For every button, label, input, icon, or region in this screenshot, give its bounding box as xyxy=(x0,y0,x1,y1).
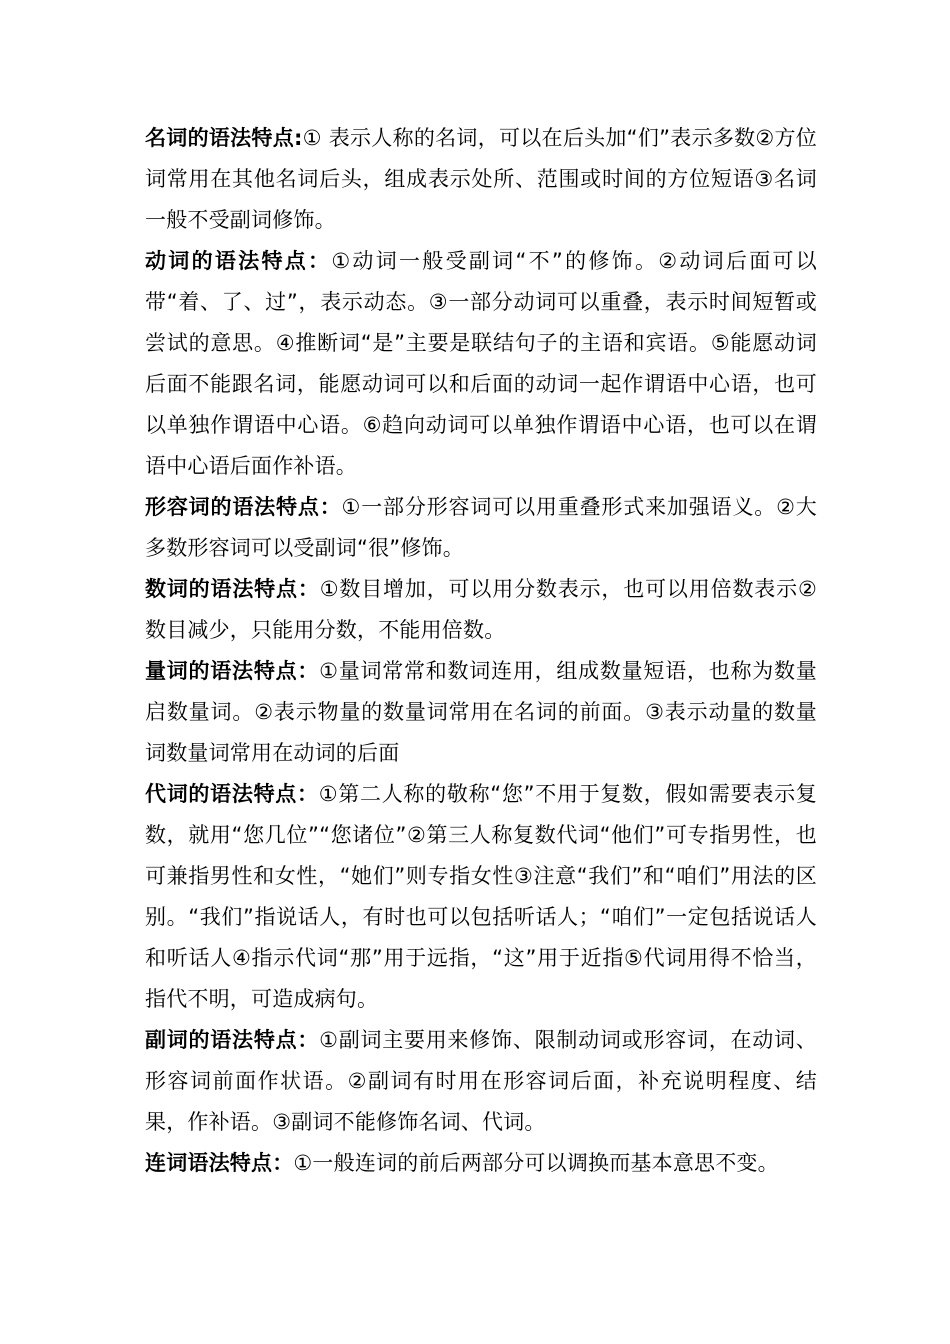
paragraph-heading: 副词的语法特点： xyxy=(145,1028,320,1052)
paragraph-heading: 连词语法特点： xyxy=(145,1151,294,1175)
paragraph-body: ①数目增加，可以用分数表示，也可以用倍数表示②数目减少，只能用分数，不能用倍数。 xyxy=(145,577,817,642)
paragraph-noun xyxy=(145,118,817,241)
paragraph-body: ①量词常常和数词连用，组成数量短语，也称为数量启数量词。②表示物量的数量词常用在名词的前面。③表示动量的数量词数量词常用在动词的后面 xyxy=(145,659,817,765)
paragraph-conjunction xyxy=(145,1143,817,1184)
paragraph-verb xyxy=(145,241,817,487)
paragraph-adjective xyxy=(145,487,817,569)
paragraph-heading: 形容词的语法特点： xyxy=(145,495,342,519)
paragraph-heading: 名词的语法特点 xyxy=(145,126,294,150)
paragraph-heading: 代词的语法特点： xyxy=(145,782,319,806)
paragraph-heading: 量词的语法特点： xyxy=(145,659,320,683)
paragraph-body: ①一般连词的前后两部分可以调换而基本意思不变。 xyxy=(293,1151,779,1175)
heading-separator: : xyxy=(293,126,303,150)
paragraph-measure-word xyxy=(145,651,817,774)
document-page xyxy=(145,118,817,1184)
paragraph-body: ①一部分形容词可以用重叠形式来加强语义。②大多数形容词可以受副词“很”修饰。 xyxy=(145,495,817,560)
paragraph-body: ① 表示人称的名词，可以在后头加“们”表示多数②方位词常用在其他名词后头，组成表示处所、范围或时间的方位短语③名词一般不受副词修饰。 xyxy=(145,126,817,232)
paragraph-heading: 动词的语法特点： xyxy=(145,249,332,273)
paragraph-adverb xyxy=(145,1020,817,1143)
paragraph-body: ①动词一般受副词“不”的修饰。②动词后面可以带“着、了、过”，表示动态。③一部分动词可以重叠，表示时间短暂或尝试的意思。④推断词“是”主要是联结句子的主语和宾语。⑤能愿动词后面不能跟名词，能愿动词可以和后面的动词一起作谓语中心语，也可以单独作谓语中心语。⑥趋向动词可以单独作谓语中心语，也可以在谓语中心语后面作补语。 xyxy=(145,249,817,478)
paragraph-body: ①第二人称的敬称“您”不用于复数，假如需要表示复数，就用“您几位”“您诸位”②第三人称复数代词“他们”可专指男性，也可兼指男性和女性，“她们”则专指女性③注意“我们”和“咱们”用法的区别。“我们”指说话人，有时也可以包括听话人；“咱们”一定包括说话人和听话人④指示代词“那”用于远指，“这”用于近指⑤代词用得不恰当，指代不明，可造成病句。 xyxy=(145,782,817,1011)
paragraph-numeral xyxy=(145,569,817,651)
paragraph-heading: 数词的语法特点： xyxy=(145,577,320,601)
paragraph-pronoun xyxy=(145,774,817,1020)
paragraph-body: ①副词主要用来修饰、限制动词或形容词，在动词、形容词前面作状语。②副词有时用在形容词后面，补充说明程度、结果，作补语。③副词不能修饰名词、代词。 xyxy=(145,1028,817,1134)
